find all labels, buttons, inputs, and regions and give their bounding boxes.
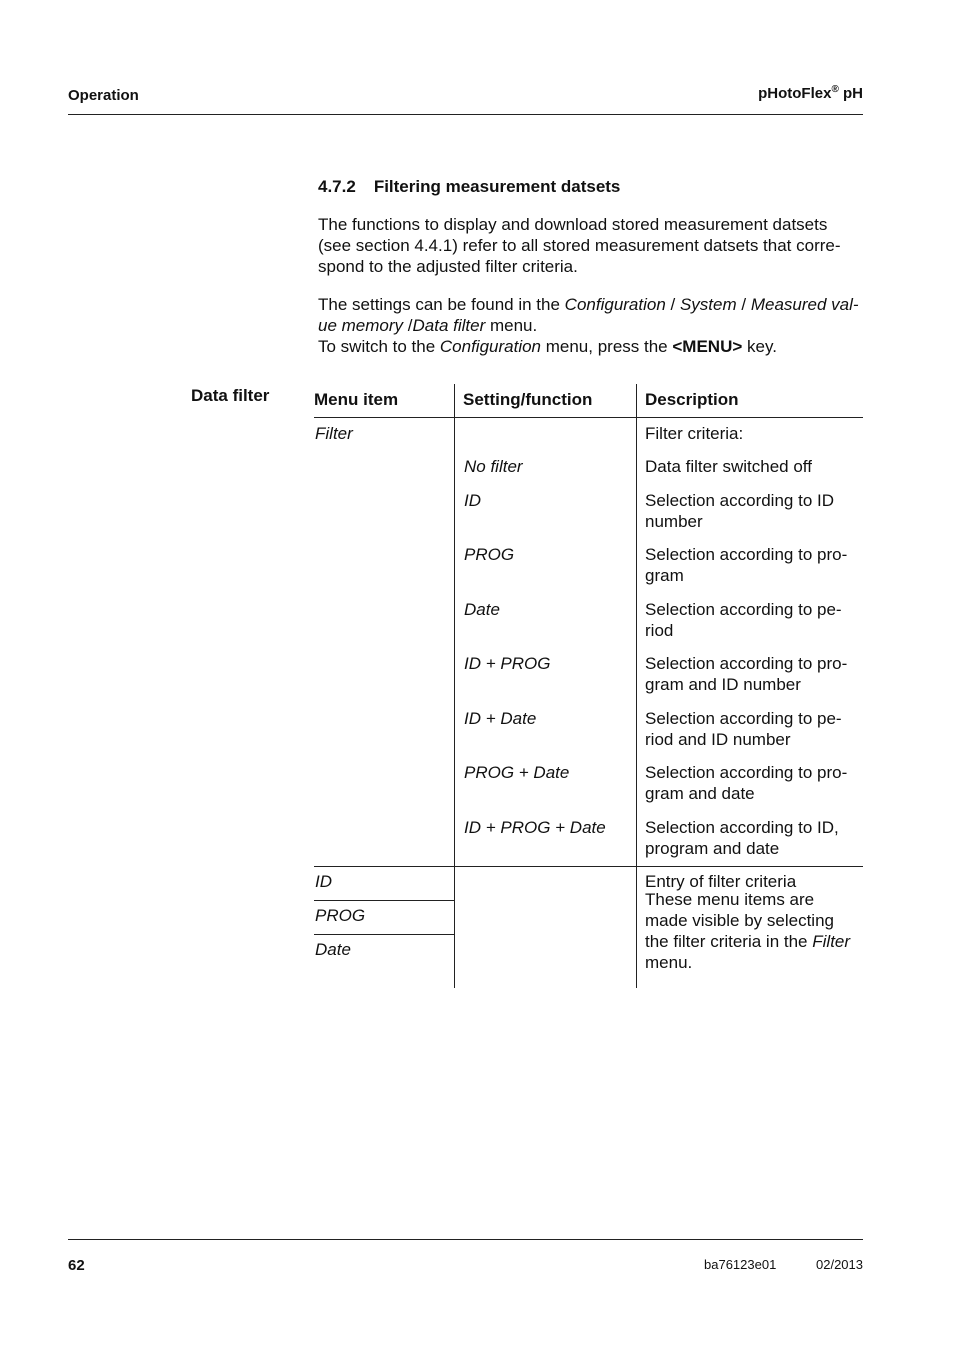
- column-header-setting: Setting/function: [463, 390, 593, 409]
- table-row-rule: [314, 866, 863, 867]
- column-header-description: Description: [645, 390, 739, 409]
- header-product-tail: pH: [838, 85, 863, 102]
- description-line: Selection according to ID,: [645, 818, 839, 837]
- text: key.: [742, 337, 777, 356]
- option-description: [645, 653, 847, 695]
- description-line: made visible by selecting: [645, 911, 834, 930]
- description-line: Entry of filter criteria: [645, 872, 797, 891]
- table-divider-1: [454, 384, 455, 988]
- section-title: Filtering measurement datsets: [373, 177, 621, 196]
- table-subrow-rule: [314, 900, 454, 901]
- text: menu.: [485, 316, 538, 335]
- settings-paragraph: [318, 294, 868, 357]
- text: The settings can be found in the: [318, 295, 565, 314]
- option-description: [645, 490, 834, 532]
- side-label: Data filter: [191, 386, 270, 405]
- table-header-rule: [314, 417, 863, 418]
- option-description: [645, 762, 847, 804]
- text: /: [736, 295, 751, 314]
- table-divider-2: [636, 384, 637, 988]
- header-right: [758, 84, 863, 102]
- description-line: [645, 931, 850, 952]
- menu-item-date: Date: [315, 940, 351, 959]
- setting-option: PROG: [464, 545, 515, 564]
- description-line: gram and ID number: [645, 675, 801, 694]
- text: menu, press the: [541, 337, 673, 356]
- setting-option: ID + PROG: [464, 654, 551, 673]
- description-line: gram: [645, 566, 684, 585]
- paragraph-line: [318, 336, 868, 357]
- description-line: Selection according to pro-: [645, 654, 848, 673]
- footer-rule: [68, 1239, 863, 1240]
- text: /: [403, 316, 413, 335]
- menu-path-system: System: [679, 295, 737, 314]
- section-number: 4.7.2: [318, 177, 356, 196]
- menu-item-id: ID: [315, 872, 332, 891]
- setting-option: Date: [464, 600, 500, 619]
- paragraph-line: [318, 315, 868, 336]
- description-line: menu.: [645, 953, 693, 972]
- page-number: 62: [68, 1257, 85, 1274]
- description-line: Selection according to pe-: [645, 709, 842, 728]
- menu-path-measured-value: Measured val-: [750, 295, 859, 314]
- paragraph-line: [318, 294, 868, 315]
- description-line: riod and ID number: [645, 730, 791, 749]
- paragraph-line: (see section 4.4.1) refer to all stored measurement datsets that corre-: [318, 236, 841, 255]
- menu-name-filter: Filter: [812, 932, 851, 951]
- menu-path-configuration: Configuration: [564, 295, 666, 314]
- paragraph-line: spond to the adjusted filter criteria.: [318, 257, 578, 276]
- option-description: [645, 456, 812, 477]
- description-line: gram and date: [645, 784, 755, 803]
- option-description: [645, 544, 847, 586]
- description-line: program and date: [645, 839, 780, 858]
- text: To switch to the: [318, 337, 440, 356]
- registered-mark: ®: [831, 84, 839, 95]
- description-line: Selection according to pe-: [645, 600, 842, 619]
- description-line: Selection according to pro-: [645, 545, 848, 564]
- table-subrow-rule: [314, 934, 454, 935]
- column-header-menu-item: Menu item: [314, 390, 399, 409]
- setting-option: ID + PROG + Date: [464, 818, 606, 837]
- header-rule: [68, 114, 863, 115]
- section-heading: [318, 177, 620, 197]
- description-line: Selection according to ID: [645, 491, 834, 510]
- description-filter: Filter criteria:: [645, 424, 744, 443]
- menu-path-memory: ue memory: [318, 316, 404, 335]
- menu-path-data-filter: Data filter: [412, 316, 486, 335]
- setting-option: No filter: [464, 457, 523, 476]
- setting-option: ID + Date: [464, 709, 537, 728]
- document-date: 02/2013: [816, 1257, 863, 1272]
- option-description: [645, 599, 842, 641]
- criteria-description: [645, 871, 850, 973]
- description-line: These menu items are: [645, 890, 815, 909]
- description-line: number: [645, 512, 703, 531]
- description-line: Selection according to pro-: [645, 763, 848, 782]
- setting-option: PROG + Date: [464, 763, 570, 782]
- setting-option: ID: [464, 491, 481, 510]
- header-left: Operation: [68, 87, 139, 104]
- intro-paragraph: [318, 214, 868, 277]
- paragraph-line: The functions to display and download stored measurement datsets: [318, 215, 828, 234]
- description-line: riod: [645, 621, 674, 640]
- text: /: [665, 295, 680, 314]
- header-product: pHotoFlex: [758, 85, 832, 102]
- menu-key: <MENU>: [672, 337, 743, 356]
- document-id: ba76123e01: [704, 1257, 777, 1272]
- menu-item-filter: Filter: [315, 424, 353, 443]
- menu-name-configuration: Configuration: [439, 337, 542, 356]
- option-description: [645, 817, 839, 859]
- description-line: Data filter switched off: [645, 457, 812, 476]
- menu-item-prog: PROG: [315, 906, 366, 925]
- text: the filter criteria in the: [645, 932, 813, 951]
- option-description: [645, 708, 842, 750]
